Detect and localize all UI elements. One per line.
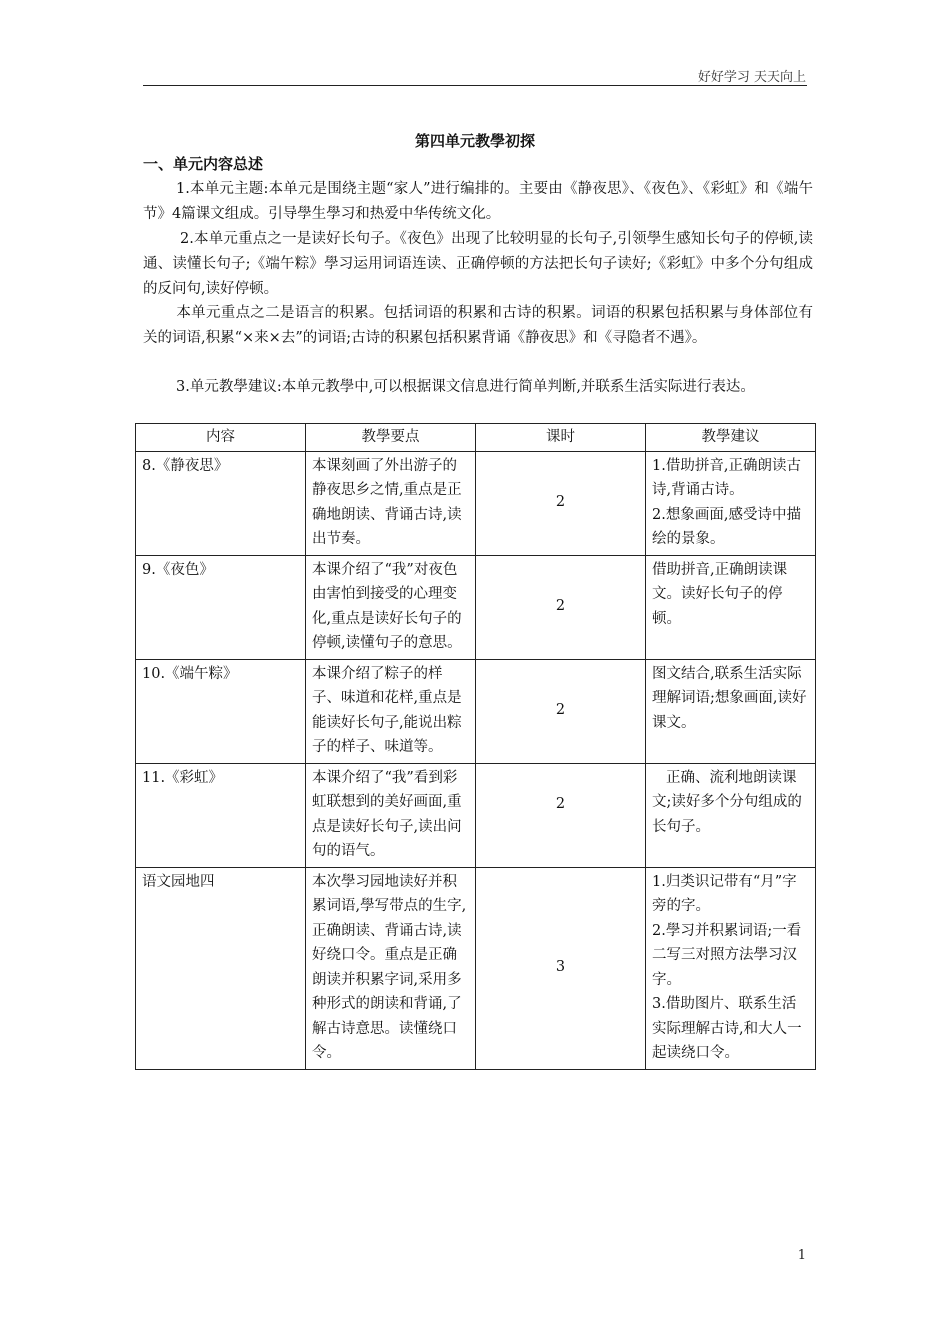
cell-content: 10.《端午粽》	[136, 659, 306, 763]
cell-suggestions	[646, 867, 816, 1069]
table-row	[136, 763, 816, 867]
document-title: 第四单元教學初探	[414, 132, 535, 150]
cell-class-hours: 2	[476, 659, 646, 763]
table-header-row	[136, 424, 816, 452]
page-number: 1	[797, 1248, 806, 1263]
cell-class-hours: 3	[476, 867, 646, 1069]
cell-key-points: 本课介绍了“我”看到彩虹联想到的美好画面,重点是读好长句子,读出问句的语气。	[306, 763, 476, 867]
section-heading-unit-overview: 一、单元内容总述	[143, 155, 264, 173]
paragraph-teaching-suggestion	[143, 375, 813, 400]
header-divider	[143, 85, 807, 86]
cell-suggestions	[646, 451, 816, 555]
cell-content: 11.《彩虹》	[136, 763, 306, 867]
cell-suggestions	[646, 555, 816, 659]
suggestion-line: 3.借助图片、联系生活实际理解古诗,和大人一起读绕口令。	[652, 996, 802, 1061]
suggestion-line: 借助拼音,正确朗读课文。读好长句子的停顿。	[652, 561, 788, 627]
table-row	[136, 451, 816, 555]
cell-suggestions	[646, 659, 816, 763]
suggestion-line: 图文结合,联系生活实际理解词语;想象画面,读好课文。	[652, 665, 807, 731]
cell-class-hours: 2	[476, 451, 646, 555]
paragraph-focus-one	[143, 227, 813, 302]
cell-content: 8.《静夜思》	[136, 451, 306, 555]
table-row	[136, 867, 816, 1069]
lesson-plan-table	[135, 423, 816, 1070]
header-class-hours: 课时	[476, 424, 646, 452]
paragraph-text: 2.本单元重点之一是读好长句子。《夜色》出现了比较明显的长句子,引领學生感知长句子的停顿,读通、读懂长句子;《端午粽》學习运用词语连读、正确停顿的方法把长句子读好;《彩虹》中多个分句组成的反问句,读好停顿。	[143, 231, 813, 297]
page-header-motto: 好好学习 天天向上	[697, 70, 806, 85]
cell-content: 9.《夜色》	[136, 555, 306, 659]
cell-key-points: 本课刻画了外出游子的静夜思乡之情,重点是正确地朗读、背诵古诗,读出节奏。	[306, 451, 476, 555]
header-teaching-suggestions: 教學建议	[646, 424, 816, 452]
table-row	[136, 659, 816, 763]
paragraph-focus-two	[143, 301, 813, 351]
paragraph-unit-theme	[143, 177, 813, 227]
header-content: 内容	[136, 424, 306, 452]
suggestion-line: 1.归类识记带有“月”字旁的字。	[652, 873, 797, 914]
cell-key-points: 本课介绍了“我”对夜色由害怕到接受的心理变化,重点是读好长句子的停顿,读懂句子的意思。	[306, 555, 476, 659]
cell-class-hours: 2	[476, 555, 646, 659]
suggestion-line: 1.借助拼音,正确朗读古诗,背诵古诗。	[652, 457, 801, 498]
table-row	[136, 555, 816, 659]
suggestion-line: 2.想象画面,感受诗中描绘的景象。	[652, 506, 801, 547]
suggestion-text: 正确、流利地朗读课文;读好多个分句组成的长句子。	[652, 769, 802, 835]
cell-content: 语文园地四	[136, 867, 306, 1069]
paragraph-text: 3.单元教學建议:本单元教學中,可以根据课文信息进行简单判断,并联系生活实际进行表达。	[176, 379, 755, 395]
cell-suggestions	[646, 763, 816, 867]
cell-key-points: 本课介绍了粽子的样子、味道和花样,重点是能读好长句子,能说出粽子的样子、味道等。	[306, 659, 476, 763]
header-key-points: 教學要点	[306, 424, 476, 452]
cell-class-hours: 2	[476, 763, 646, 867]
paragraph-text: 1.本单元主题:本单元是围绕主题“家人”进行编排的。主要由《静夜思》、《夜色》、《彩虹》和《端午节》4篇课文组成。引导學生學习和热爱中华传统文化。	[143, 181, 813, 222]
suggestion-line	[652, 766, 809, 840]
suggestion-line: 2.學习并积累词语;一看二写三对照方法學习汉字。	[652, 922, 802, 988]
paragraph-text: 本单元重点之二是语言的积累。包括词语的积累和古诗的积累。词语的积累包括积累与身体部位有关的词语,积累“×来×去”的词语;古诗的积累包括积累背诵《静夜思》和《寻隐者不遇》。	[143, 305, 813, 346]
cell-key-points: 本次學习园地读好并积累词语,學写带点的生字,正确朗读、背诵古诗,读好绕口令。重点是正确朗读并积累字词,采用多种形式的朗读和背诵,了解古诗意思。读懂绕口令。	[306, 867, 476, 1069]
